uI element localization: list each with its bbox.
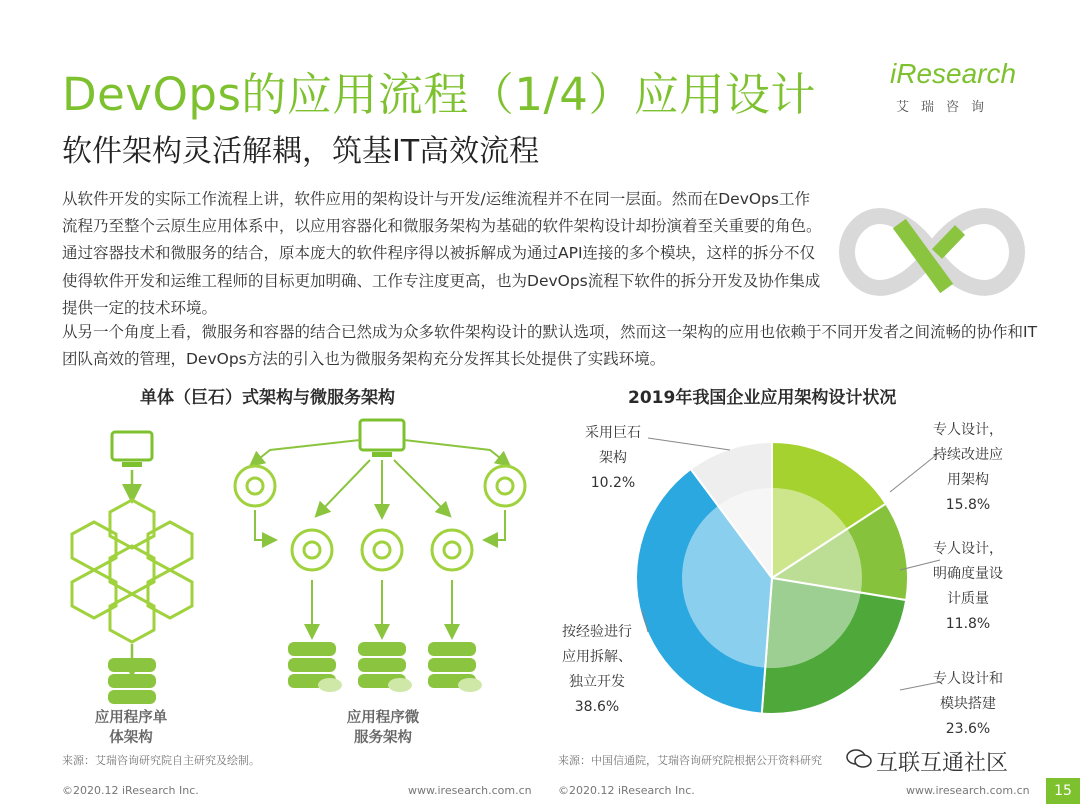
caption-monolith: 应用程序单 体架构 bbox=[94, 710, 168, 746]
chart-title: 2019年我国企业应用架构设计状况 bbox=[628, 388, 897, 408]
pie-leader-line-0 bbox=[648, 438, 730, 450]
pie-label-continuous: 专人设计， 持续改进应 用架构 15.8% bbox=[933, 422, 1003, 513]
pie-label-experience: 按经验进行 应用拆解、 独立开发 38.6% bbox=[562, 624, 632, 715]
logo-subtext: 艾瑞咨询 bbox=[896, 100, 997, 115]
caption-microservices: 应用程序微 服务架构 bbox=[346, 710, 420, 746]
pie-label-modular: 专人设计和 模块搭建 23.6% bbox=[933, 671, 1003, 737]
page-number: 15 bbox=[1046, 778, 1080, 804]
monolith-hexagon-cluster bbox=[72, 500, 192, 642]
watermark-text: 互联互通社区 bbox=[876, 751, 1009, 776]
architecture-diagram bbox=[50, 410, 550, 750]
source-right: 来源：中国信通院，艾瑞咨询研究院根据公开资料研究 bbox=[558, 754, 822, 767]
monitor-icon-left bbox=[112, 432, 152, 467]
iresearch-logo bbox=[890, 58, 1030, 128]
devops-infinity-icon bbox=[832, 192, 1032, 312]
chat-bubble-icon bbox=[846, 748, 872, 770]
footer-copyright-left: ©2020.12 iResearch Inc. bbox=[62, 784, 199, 797]
slide-subtitle: 软件架构灵活解耦，筑基IT高效流程 bbox=[62, 134, 540, 169]
logo-wordmark: iResearch bbox=[890, 58, 1017, 89]
slide-title: DevOps的应用流程（1/4）应用设计 bbox=[62, 68, 816, 121]
architecture-title: 单体（巨石）式架构与微服务架构 bbox=[140, 388, 395, 408]
pie-label-quality: 专人设计， 明确度量设 计质量 11.8% bbox=[933, 541, 1003, 632]
monitor-icon-right bbox=[360, 420, 404, 457]
footer-url-right[interactable]: www.iresearch.com.cn bbox=[906, 784, 1030, 797]
footer-copyright-right: ©2020.12 iResearch Inc. bbox=[558, 784, 695, 797]
source-left: 来源：艾瑞咨询研究院自主研究及绘制。 bbox=[62, 754, 260, 767]
database-icons-right bbox=[288, 642, 476, 688]
microservice-gear-icons bbox=[235, 466, 525, 570]
pie-label-monolith: 采用巨石 架构 10.2% bbox=[585, 425, 641, 491]
intro-paragraph-2: 从另一个角度上看，微服务和容器的结合已然成为众多软件架构设计的默认选项，然而这一架构的应用也依赖于不同开发者之间流畅的协作和IT团队高效的管理，DevOps方法的引入也为微服务架构充分发挥其长处提供了实践环境。 bbox=[62, 323, 1038, 368]
intro-paragraph-1: 从软件开发的实际工作流程上讲，软件应用的架构设计与开发/运维流程并不在同一层面。然而在DevOps工作流程乃至整个云原生应用体系中，以应用容器化和微服务架构为基础的软件架构设计却扮演着至关重要的角色。通过容器技术和微服务的结合，原本庞大的软件程序得以被拆解成为通过API连接的多个模块，这样的拆分不仅使得软件开发和运维工程师的目标更加明确、工作专注度更高，也为DevOps流程下软件的拆分开发及协作集成提供一定的技术环境。 bbox=[62, 190, 822, 317]
footer-url-left[interactable]: www.iresearch.com.cn bbox=[408, 784, 532, 797]
